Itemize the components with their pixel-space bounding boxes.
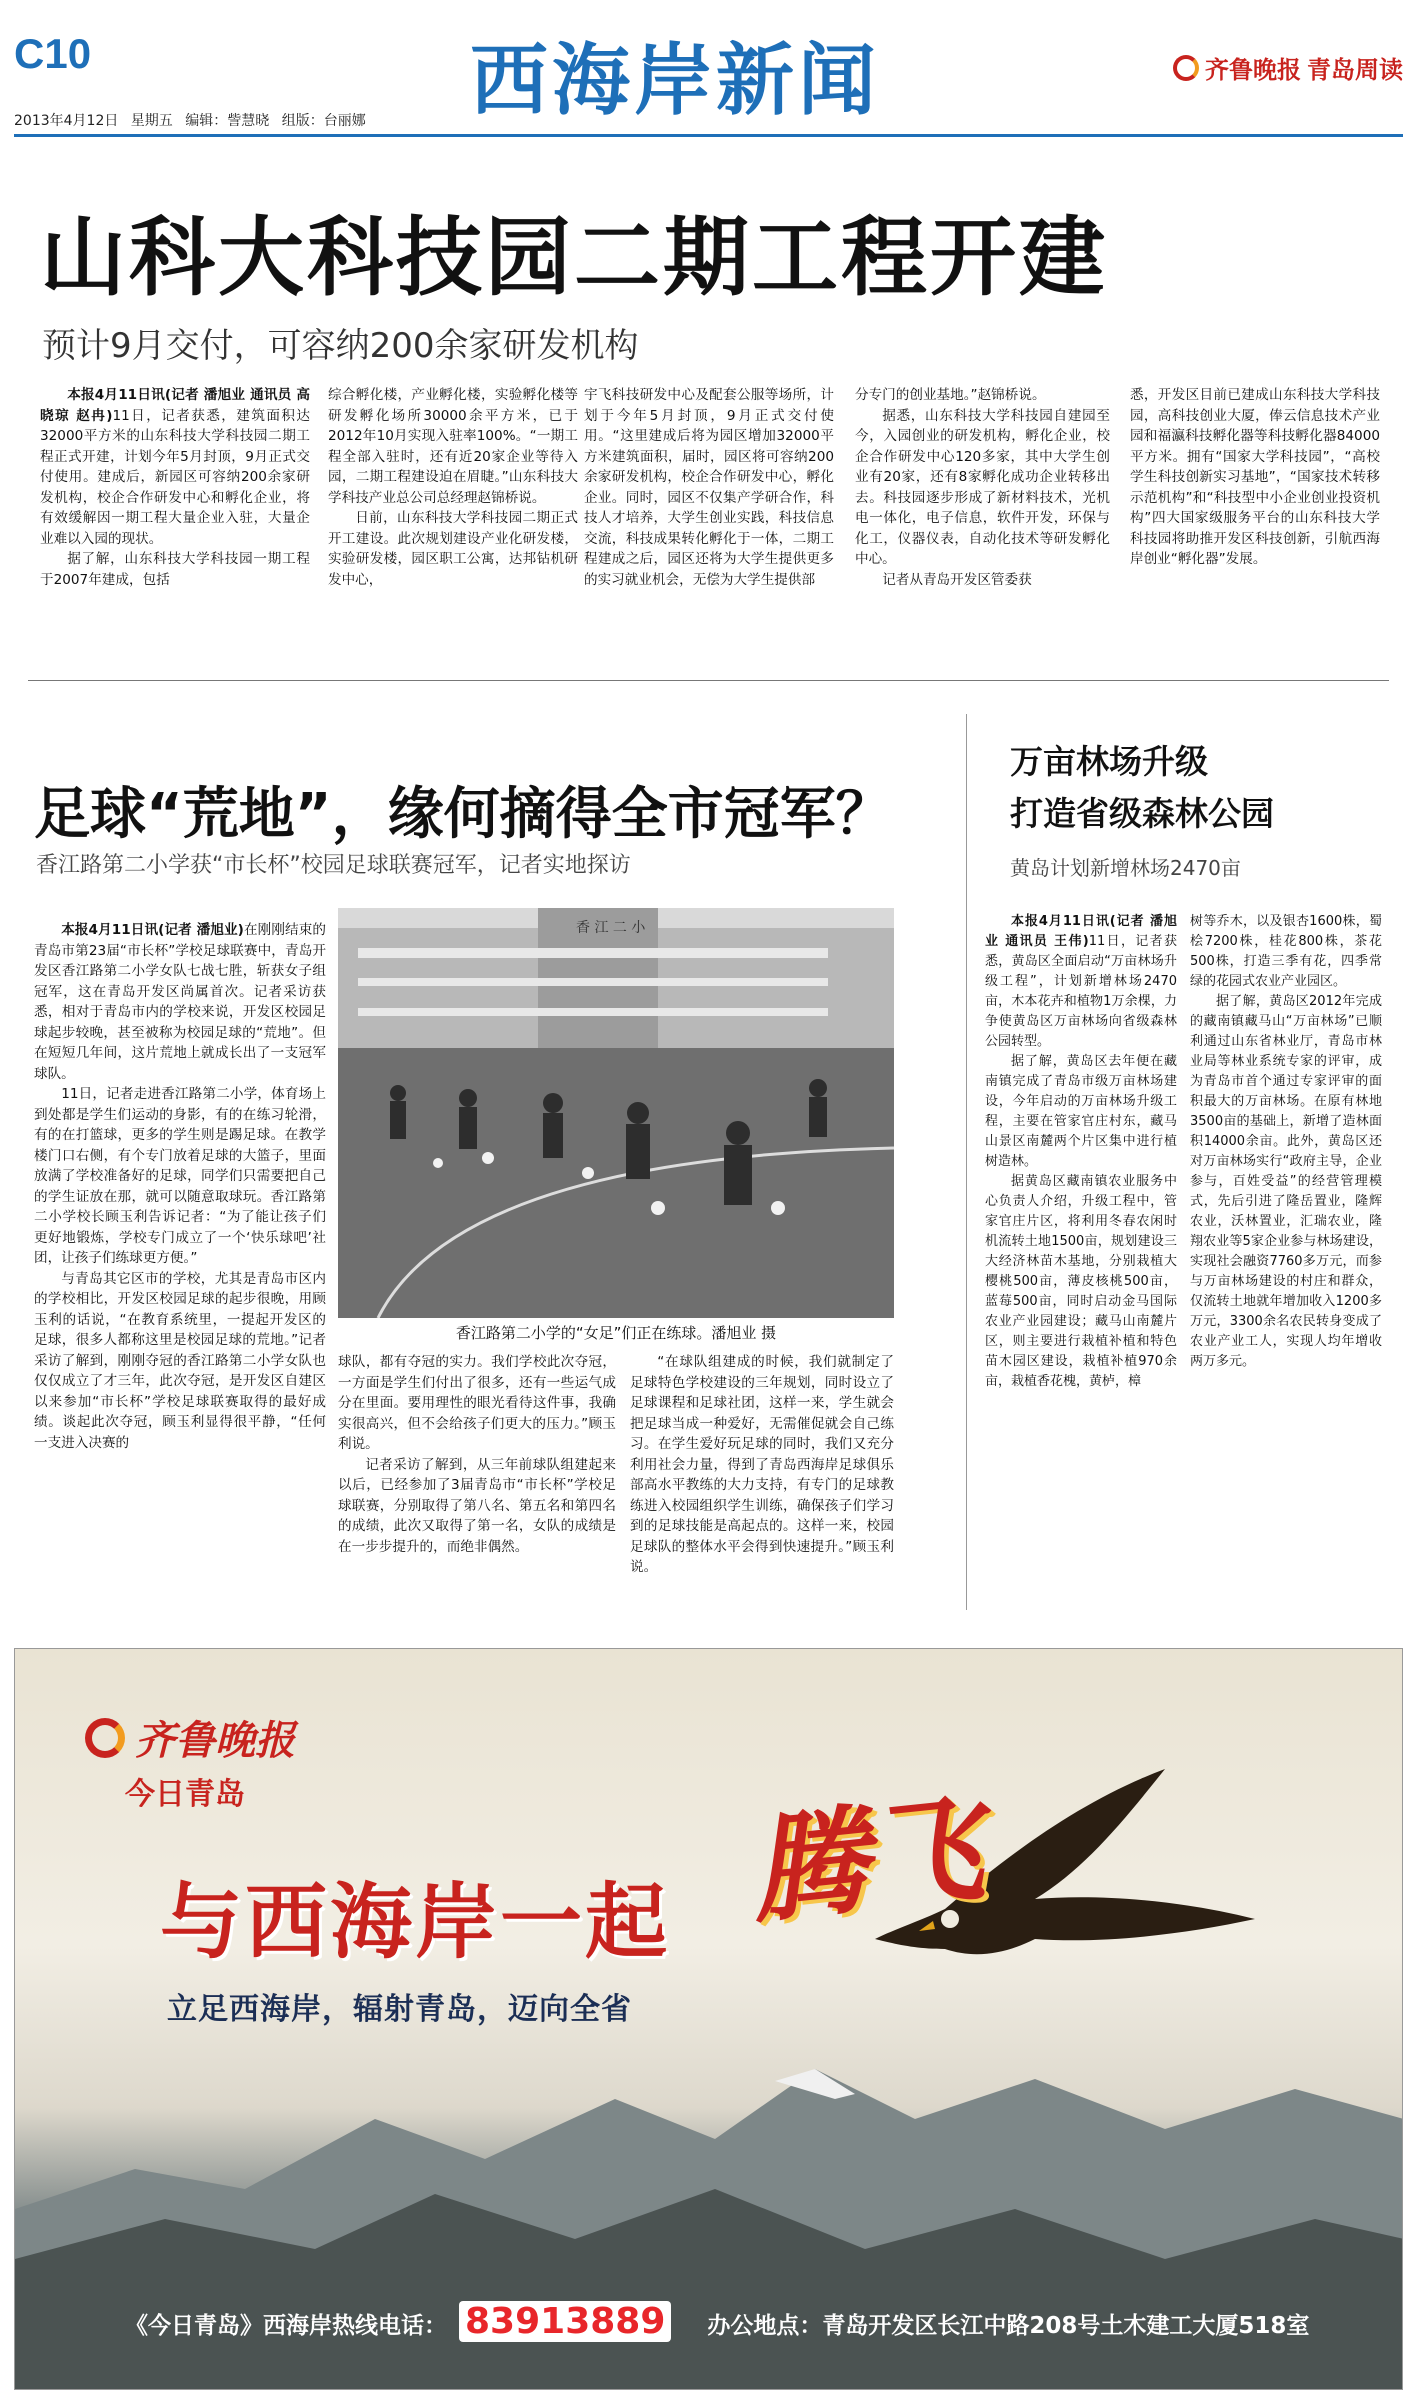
story2-headline: 足球“荒地”，缘何摘得全市冠军？	[34, 782, 892, 847]
brand-logo-icon	[1173, 55, 1199, 81]
ad-slogan: 与西海岸一起	[160, 1875, 671, 1970]
story3-column-2: 树等乔木，以及银杏1600株，蜀桧7200株，桂花800株，茶花500株，打造三季有花，四季常绿的花园式农业产业园区。 据了解，黄岛区2012年完成的藏南镇藏马山“万亩林场”已顺利通过山东省林业厅，青岛市林业局等林业系统专家的评审，成为青岛市首个通过专家评审的面积最大的万亩林场。在原有林地3500亩的基础上，新增了造林面积14000余亩。此外，黄岛区还对万亩林场实行“政府主导，企业参与，百姓受益”的经营管理模式，先后引进了隆岳置业，隆辉农业，沃林置业，汇瑞农业，隆翔农业等5家企业参与林场建设，实现社会融资7760多万元，而参与万亩林场建设的村庄和群众，仅流转土地就年增加收入1200多万元，3300余名农民转身变成了农业产业工人，实现人均年增收两万多元。	[1190, 914, 1382, 1369]
story2-subhead: 香江路第二小学获“市长杯”校园足球联赛冠军，记者实地探访	[36, 853, 631, 878]
brand-subname: 青岛周读	[1307, 56, 1403, 84]
ad-tagline: 立足西海岸，辐射青岛，迈向全省	[167, 1992, 632, 2027]
story1-column-5: 悉，开发区目前已建成山东科技大学科技园，高科技创业大厦，俸云信息技术产业园和福瀛科技孵化器等科技孵化器84000平方米。拥有“国家大学科技园”，“高校学生科技创新实习基地”，“国家技术转移示范机构”和“科技型中小企业创业投资机构”四大国家级服务平台的山东科技大学科技园将助推开发区科技创新，引航西海岸创业“孵化器”发展。	[1130, 387, 1380, 567]
story3-title-line-1: 万亩林场升级	[1010, 742, 1208, 781]
story1-headline: 山科大科技园二期工程开建	[40, 208, 1108, 308]
ad-hotline-label: 《今日青岛》西海岸热线电话：	[125, 2313, 447, 2339]
story2-column-2: 球队，都有夺冠的实力。我们学校此次夺冠，一方面是学生们付出了很多，还有一些运气成分在里面。要用理性的眼光看待这件事，我确实很高兴，但不会给孩子们更大的压力。”顾玉利说。 记者采访了解到，从三年前球队组建起来以后，已经参加了3届青岛市“市长杯”学校足球联赛，分别取得了第八名、第五名和第四名的成绩，此次又取得了第一名，女队的成绩是在一步步提升的，而绝非偶然。	[338, 1354, 616, 1555]
story3-subhead: 黄岛计划新增林场2470亩	[1010, 856, 1241, 880]
story1-column-4: 分专门的创业基地。”赵锦桥说。 据悉，山东科技大学科技园自建园至今，入园创业的研发机构，孵化企业，校企合作研发中心120多家，其中大学生创业有20家，还有8家孵化成功企业转移出去。科技园逐步形成了新材料技术，光机电一体化，电子信息，软件开发，环保与化工，仪器仪表，自动化技术等研发孵化中心。 记者从青岛开发区管委获	[855, 387, 1110, 588]
ad-brand-logo-icon	[85, 1718, 125, 1758]
ad-address: 办公地点：青岛开发区长江中路208号土木建工大厦518室	[707, 2313, 1310, 2339]
story2-lead: 本报4月11日讯(记者 潘旭业)	[61, 922, 244, 938]
story2-column-3: “在球队组建成的时候，我们就制定了足球特色学校建设的三年规划，同时设立了足球课程和足球社团，这样一来，学生就会把足球当成一种爱好，无需催促就会自己练习。在学生爱好玩足球的同时，我们又充分利用社会力量，得到了青岛西海岸足球俱乐部高水平教练的大力支持，有专门的足球教练进入校园组织学生训练，确保孩子们学习到的足球技能是高起点的。这样一来，校园足球队的整体水平会得到快速提升。”顾玉利说。	[630, 1354, 894, 1575]
story1-column-2: 综合孵化楼，产业孵化楼，实验孵化楼等研发孵化场所30000余平方米，已于2012年10月实现入驻率100%。“一期工程全部入驻时，还有近20家企业等待入园，二期工程建设迫在眉睫。”山东科技大学科技产业总公司总经理赵锦桥说。 日前，山东科技大学科技园二期正式开工建设。此次规划建设产业化研发楼，实验研发楼，园区职工公寓，达邦钻机研发中心，	[328, 387, 578, 588]
ad-hotline-number: 83913889	[459, 2301, 671, 2342]
photo-caption: 香江路第二小学的“女足”们正在练球。潘旭业 摄	[455, 1324, 777, 1342]
masthead-title: 西海岸新闻	[470, 35, 881, 126]
section-divider	[28, 680, 1389, 681]
story1-lead: 本报4月11日讯(记者 潘旭业 通讯员 高晓琼 赵冉)	[40, 387, 310, 424]
ad-brand: 齐鲁晚报	[85, 1709, 295, 1766]
header-rule	[14, 134, 1403, 137]
story1-subhead: 预计9月交付，可容纳200余家研发机构	[42, 326, 639, 366]
story1-column-1: 本报4月11日讯(记者 潘旭业 通讯员 高晓琼 赵冉)11日，记者获悉，建筑面积达32000平方米的山东科技大学科技园二期工程正式开建，计划今年5月封顶，9月正式交付使用。建成后，新园区可容纳200余家研发机构，校企合作研发中心和孵化企业，将有效缓解因一期工程大量企业入驻，大量企业难以入园的现状。 据了解，山东科技大学科技园一期工程于2007年建成，包括	[40, 387, 310, 588]
brand-badge	[1173, 50, 1403, 85]
page-number: C10	[14, 30, 92, 77]
story3-title-line-2: 打造省级森林公园	[1010, 794, 1274, 833]
school-sign: 香 江 二 小	[576, 920, 646, 936]
ad-slogan-flourish: 腾飞	[744, 1780, 990, 1940]
soccer-photo-scene	[338, 908, 894, 1318]
ad-today-label: 今日青岛	[125, 1777, 245, 1812]
story1-column-3: 宇飞科技研发中心及配套公服等场所，计划于今年5月封顶，9月正式交付使用。“这里建成后将为园区增加32000平方米建筑面积，届时，园区将可容纳200余家研发机构，校企合作研发中心，孵化企业。同时，园区不仅集产学研合作，科技人才培养，大学生创业实践，科技信息交流，科技成果转化孵化于一体，二期工程建成之后，园区还将为大学生提供更多的实习就业机会，无偿为大学生提供部	[584, 387, 834, 588]
advertisement	[14, 1648, 1403, 2390]
story3-lead: 本报4月11日讯(记者 潘旭业 通讯员 王伟)	[985, 914, 1177, 949]
soccer-practice-photo	[338, 908, 894, 1318]
column-divider	[966, 714, 967, 1610]
story3-column-1: 本报4月11日讯(记者 潘旭业 通讯员 王伟)11日，记者获悉，黄岛区全面启动“万亩林场升级工程”，计划新增林场2470亩，木本花卉和植物1万余棵，力争使黄岛区万亩林场向省级森林公园转型。 据了解，黄岛区去年便在藏南镇完成了青岛市级万亩林场建设，今年启动的万亩林场升级工程，主要在管家官庄村东，藏马山景区南麓两个片区集中进行植树造林。 据黄岛区藏南镇农业服务中心负责人介绍，升级工程中，管家官庄片区，将利用冬春农闲时机流转土地1500亩，规划建设三大经济林苗木基地，分别栽植大樱桃500亩，薄皮核桃500亩，蓝莓500亩，同时启动金马国际农业产业园建设；藏马山南麓片区，则主要进行栽植补植和特色苗木园区建设，栽植补植970余亩，栽植香花槐，黄栌，樟	[985, 914, 1177, 1389]
brand-name: 齐鲁晚报	[1205, 56, 1301, 84]
dateline: 2013年4月12日 星期五 编辑：訾慧晓 组版：台丽娜	[14, 113, 366, 129]
ad-contact-bar	[125, 2301, 1309, 2342]
story2-column-1: 本报4月11日讯(记者 潘旭业)在刚刚结束的青岛市第23届“市长杯”学校足球联赛中，青岛开发区香江路第二小学女队七战七胜，斩获女子组冠军，这在青岛开发区尚属首次。记者采访获悉，相对于青岛市内的学校来说，开发区校园足球起步较晚，甚至被称为校园足球的“荒地”。但在短短几年间，这片荒地上就成长出了一支冠军球队。 11日，记者走进香江路第二小学，体育场上到处都是学生们运动的身影，有的在练习轮滑，有的在打篮球，更多的学生则是踢足球。在教学楼门口右侧，有个专门放着足球的大篮子，里面放满了学校准备好的足球，同学们只需要把自己的学生证放在那，就可以随意取球玩。香江路第二小学校长顾玉利告诉记者：“为了能让孩子们更好地锻炼，学校专门成立了一个‘快乐球吧’社团，让孩子们练球更方便。” 与青岛其它区市的学校，尤其是青岛市区内的学校相比，开发区校园足球的起步很晚，用顾玉利的话说，“在教育系统里，一提起开发区的足球，很多人都称这里是校园足球的荒地。”记者采访了解到，刚刚夺冠的香江路第二小学女队也仅仅成立了才三年，此次夺冠，是开发区自建区以来参加“市长杯”学校足球联赛取得的最好成绩。谈起此次夺冠，顾玉利显得很平静，“任何一支进入决赛的	[34, 922, 326, 1451]
